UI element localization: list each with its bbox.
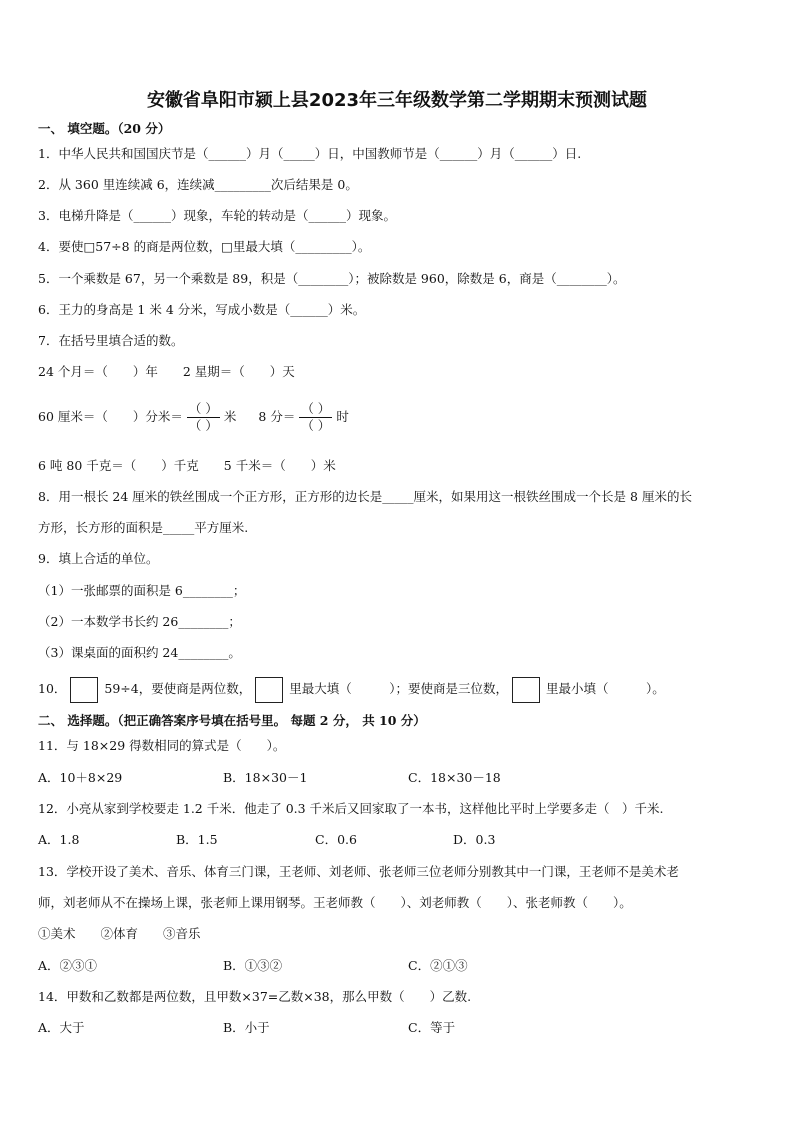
answer-box-1[interactable] [70,677,98,703]
question-13-option-b: B．①③② [223,958,283,973]
exam-title: 安徽省阜阳市颍上县2023年三年级数学第二学期期末预测试题 [146,90,648,111]
question-8-line-2: 方形，长方形的面积是_____平方厘米. [38,520,249,535]
question-13-option-c: C．②①③ [408,958,468,973]
question-9-item-3: （3）课桌面的面积约 24________。 [38,645,241,660]
question-7: 7．在括号里填合适的数。 [38,333,184,348]
question-13-option-a: A．②③① [38,958,98,973]
answer-box-3[interactable] [512,677,540,703]
section-2-heading: 二、 选择题。（把正确答案序号填在括号里。 每题 2 分， 共 10 分） [38,713,426,728]
question-13-items: ①美术 ②体育 ③音乐 [38,926,201,941]
question-10-number: 10． [38,681,67,696]
fraction-blank-1 [187,401,220,434]
section-1-heading: 一、 填空题。（20 分） [38,121,171,136]
fraction-numerator: （ ） [188,401,218,416]
question-13-line-1: 13．学校开设了美术、音乐、体育三门课，王老师、刘老师、张老师三位老师分别教其中一门课，王老师不是美术老 [38,864,679,879]
question-1: 1．中华人民共和国国庆节是（______）月（_____）日，中国教师节是（______）月（______）日. [38,146,582,161]
question-10 [38,675,764,703]
question-3: 3．电梯升降是（______）现象，车轮的转动是（______）现象。 [38,208,396,223]
fraction-denominator: （ ） [188,418,218,433]
fraction-blank-2 [299,401,332,434]
question-4: 4．要使□57÷8 的商是两位数，□里最大填（_________）。 [38,239,371,254]
question-9-item-1: （1）一张邮票的面积是 6________； [38,583,246,598]
question-7b-mid: 8 分＝ [258,409,296,424]
answer-box-2[interactable] [255,677,283,703]
question-14-option-c: C．等于 [408,1020,456,1035]
question-11-option-c: C．18×30－18 [408,770,501,785]
question-10-part-c: 里最小填（ ）。 [546,681,665,696]
fraction-denominator: （ ） [301,418,331,433]
question-11-option-a: A．10＋8×29 [38,770,123,785]
question-5: 5．一个乘数是 67，另一个乘数是 89，积是（________）；被除数是 960，除数是 6，商是（________）。 [38,271,626,286]
question-10-part-a: 59÷4，要使商是两位数， [104,681,252,696]
question-7b-unit: 米 [223,409,237,424]
question-12-option-b: B．1.5 [176,832,218,847]
question-12-option-d: D．0.3 [453,832,496,847]
question-9-item-2: （2）一本数学书长约 26________； [38,614,241,629]
question-14-option-a: A．大于 [38,1020,85,1035]
question-6: 6．王力的身高是 1 米 4 分米，写成小数是（______）米。 [38,302,366,317]
question-2: 2．从 360 里连续减 6，连续减_________次后结果是 0。 [38,177,358,192]
question-7-line-c: 6 吨 80 千克＝（ ）千克 5 千米＝（ ）米 [38,458,336,473]
fraction-numerator: （ ） [301,401,331,416]
question-14-option-b: B．小于 [223,1020,270,1035]
question-9: 9．填上合适的单位。 [38,551,159,566]
question-8-line-1: 8．用一根长 24 厘米的铁丝围成一个正方形，正方形的边长是_____厘米，如果用这一根铁丝围成一个长是 8 厘米的长 [38,489,692,504]
question-7-line-a: 24 个月＝（ ）年 2 星期＝（ ）天 [38,364,295,379]
question-12-option-c: C．0.6 [315,832,357,847]
question-11-option-b: B．18×30－1 [223,770,308,785]
question-12: 12．小亮从家到学校要走 1.2 千米．他走了 0.3 千米后又回家取了一本书，这样他比平时上学要多走（ ）千米. [38,801,664,816]
question-7b-end: 时 [336,409,349,424]
question-11: 11．与 18×29 得数相同的算式是（ ）。 [38,738,286,753]
question-14: 14．甲数和乙数都是两位数，且甲数×37=乙数×38，那么甲数（ ）乙数. [38,989,472,1004]
question-13-line-2: 师，刘老师从不在操场上课，张老师上课用钢琴。王老师教（ ）、刘老师教（ ）、张老师教（ ）。 [38,895,632,910]
question-7-line-b [38,398,764,436]
question-12-option-a: A．1.8 [38,832,80,847]
question-10-part-b: 里最大填（ ）；要使商是三位数， [289,681,509,696]
question-7b-prefix: 60 厘米＝（ ）分米＝ [38,409,183,424]
